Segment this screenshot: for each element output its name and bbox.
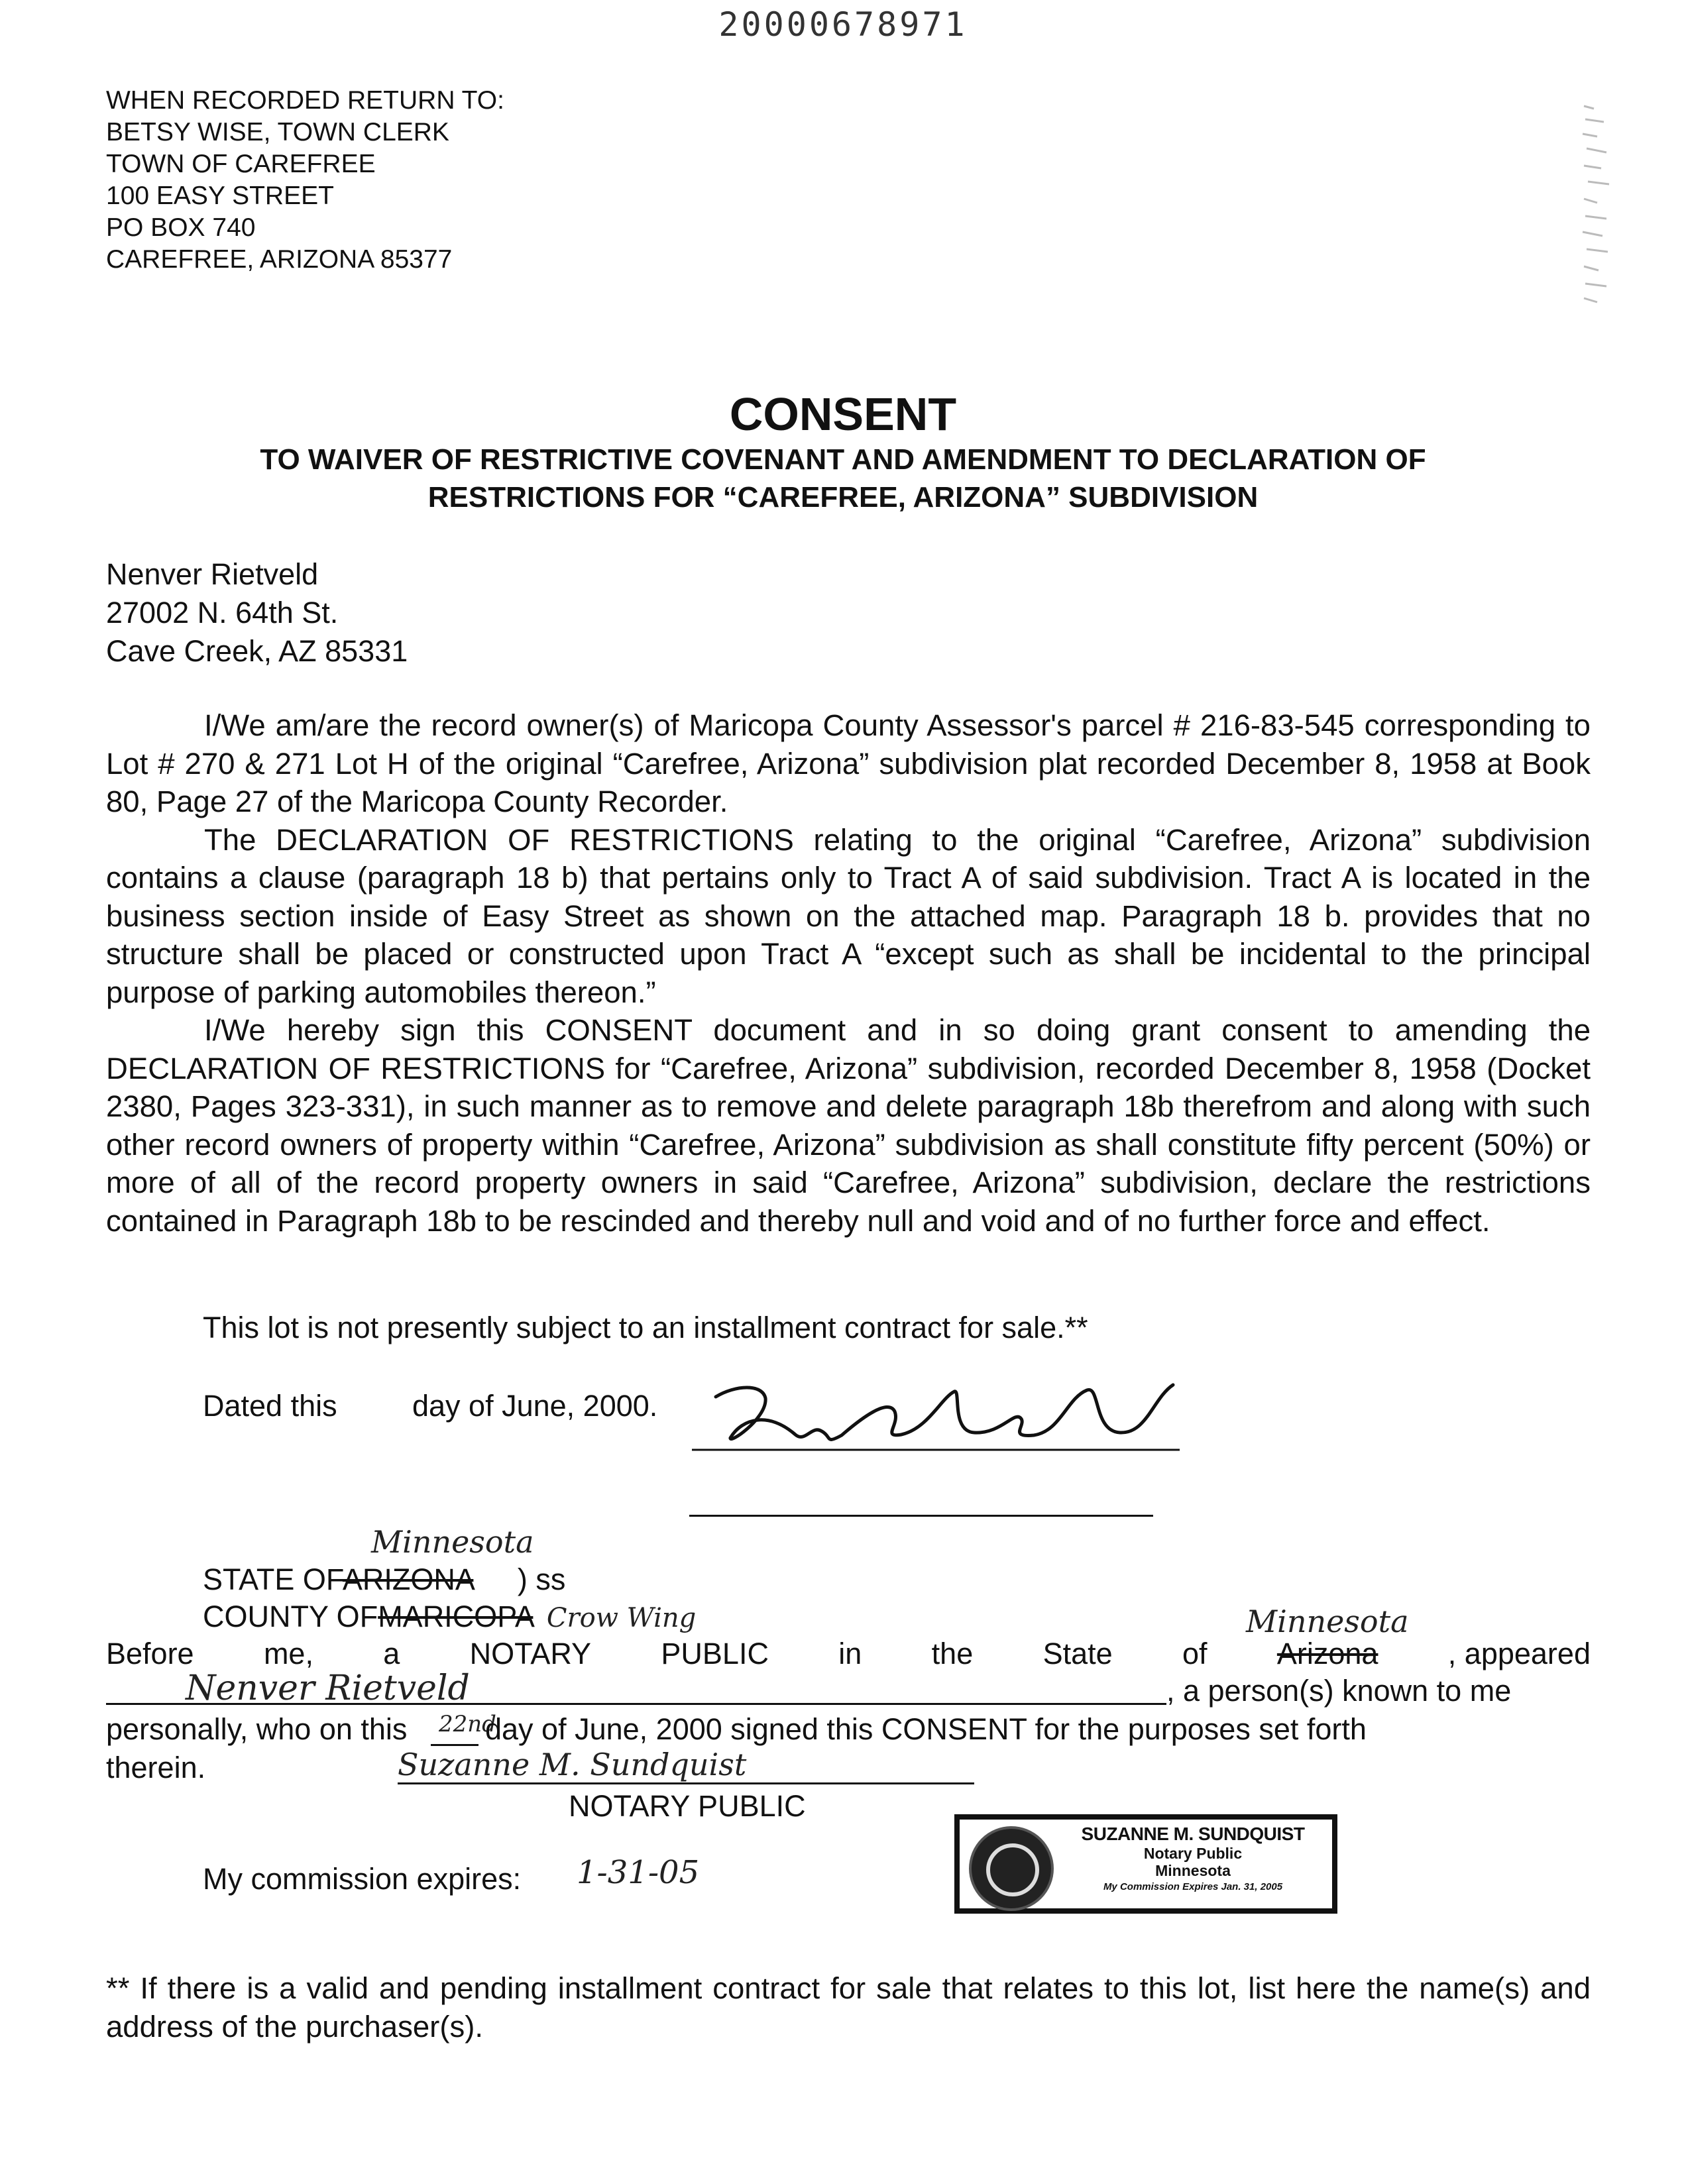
word: in xyxy=(838,1637,862,1670)
word: of xyxy=(1182,1637,1208,1670)
commission-label: My commission expires: xyxy=(203,1862,522,1896)
word: State xyxy=(1042,1637,1113,1670)
state-line xyxy=(203,1562,565,1597)
return-line: 100 EASY STREET xyxy=(106,182,334,210)
document-number: 20000678971 xyxy=(718,5,968,44)
before-me-line xyxy=(106,1637,1591,1671)
state-label: STATE OF xyxy=(203,1562,343,1596)
second-signature-line xyxy=(689,1515,1153,1517)
return-line: CAREFREE, ARIZONA 85377 xyxy=(106,245,453,274)
county-label: COUNTY OF xyxy=(203,1600,378,1633)
stamp-state: Minnesota xyxy=(1155,1862,1231,1879)
state-struck: ARIZONA xyxy=(342,1562,474,1596)
owner-signature xyxy=(689,1372,1193,1458)
paragraph-declaration: The DECLARATION OF RESTRICTIONS relating to the original “Carefree, Arizona” subdivision contains a clause (paragraph 18 b) that pertains only to Tract A of said subdivision. Tract A is located in the business section inside of Easy Street as shown on the attached map. Paragraph 18 b. provides that no structure shall be placed or constructed upon Tract A “except such as shall be incidental to the principal purpose of parking automobiles thereon.” xyxy=(106,822,1591,1009)
dated-label: Dated this xyxy=(203,1389,337,1423)
state2-struck: Arizona xyxy=(1276,1637,1378,1670)
document-title: CONSENT xyxy=(729,388,957,440)
county-struck: MARICOPA xyxy=(378,1600,534,1633)
stamp-text xyxy=(1059,1824,1327,1895)
known-text: , a person(s) known to me xyxy=(1166,1674,1512,1708)
word: me, xyxy=(263,1637,313,1670)
return-heading: WHEN RECORDED RETURN TO: xyxy=(106,86,504,115)
county-handwritten: Crow Wing xyxy=(546,1603,697,1633)
owner-address xyxy=(106,555,408,671)
installment-note: This lot is not presently subject to an installment contract for sale.** xyxy=(203,1311,1088,1344)
consent-body xyxy=(106,706,1591,1240)
paragraph-consent: I/We hereby sign this CONSENT document and in so doing grant consent to amending the DECLARATION OF RESTRICTIONS for “Carefree, Arizona” subdivision, recorded December 8, 1958 (Docket 2380, Pages 323-331), in such manner as to remove and delete paragraph 18b therefrom and along with such other record owners of property within “Carefree, Arizona” subdivision as shall constitute fifty percent (50%) or more of all of the record property owners in said “Carefree, Arizona” subdivision, declare the restrictions contained in Paragraph 18b to be rescinded and thereby null and void and of no further force and effect. xyxy=(106,1013,1591,1238)
return-address-block xyxy=(106,85,504,276)
document-subtitle xyxy=(0,441,1686,516)
notary-public-label: NOTARY PUBLIC xyxy=(569,1789,806,1823)
stamp-name: SUZANNE M. SUNDQUIST xyxy=(1081,1824,1305,1844)
word: Before xyxy=(106,1637,194,1670)
person-handwritten: Nenver Rietveld xyxy=(186,1668,470,1708)
subtitle-line: RESTRICTIONS FOR “CAREFREE, ARIZONA” SUBDIVISION xyxy=(427,481,1259,514)
stamp-title: Notary Public xyxy=(1143,1845,1243,1862)
notary-seal-icon xyxy=(969,1826,1054,1911)
owner-city: Cave Creek, AZ 85331 xyxy=(106,634,408,668)
recorder-side-stamp xyxy=(1577,99,1617,311)
stamp-expires: My Commission Expires Jan. 31, 2005 xyxy=(1103,1881,1283,1892)
return-line: BETSY WISE, TOWN CLERK xyxy=(106,118,449,146)
owner-street: 27002 N. 64th St. xyxy=(106,596,339,629)
paragraph-ownership: I/We am/are the record owner(s) of Maricopa County Assessor's parcel # 216-83-545 corresponding to Lot # 270 & 271 Lot H of the original “Carefree, Arizona” subdivision plat recorded December 8, 1958 at Book 80, Page 27 of the Maricopa County Recorder. xyxy=(106,708,1591,818)
day-handwritten: 22nd xyxy=(439,1711,496,1737)
subtitle-line: TO WAIVER OF RESTRICTIVE COVENANT AND AMENDMENT TO DECLARATION OF xyxy=(260,443,1426,476)
return-line: TOWN OF CAREFREE xyxy=(106,150,376,178)
svg-text:Nenver Rietveld: Nenver Rietveld xyxy=(941,1417,952,1419)
notary-signature-line xyxy=(398,1782,974,1784)
notary-stamp xyxy=(954,1814,1337,1914)
ss-label: ) ss xyxy=(517,1562,566,1596)
appeared: , appeared xyxy=(1447,1637,1591,1670)
owner-name: Nenver Rietveld xyxy=(106,557,319,591)
commission-date: 1-31-05 xyxy=(577,1854,700,1891)
county-line xyxy=(203,1600,696,1634)
word: a xyxy=(383,1637,400,1670)
word: PUBLIC xyxy=(661,1637,769,1670)
state2-handwritten: Minnesota xyxy=(1246,1604,1409,1639)
state-handwritten: Minnesota xyxy=(371,1524,534,1560)
return-line: PO BOX 740 xyxy=(106,213,256,242)
personally-rest: day of June, 2000 signed this CONSENT for the purposes set forth xyxy=(485,1712,1367,1746)
word: NOTARY xyxy=(469,1637,592,1670)
notary-signature: Suzanne M. Sundquist xyxy=(398,1747,747,1782)
word: the xyxy=(931,1637,974,1670)
dated-rest: day of June, 2000. xyxy=(412,1389,658,1423)
therein: therein. xyxy=(106,1751,206,1784)
day-underline xyxy=(431,1744,478,1746)
personally-text: personally, who on this xyxy=(106,1712,408,1746)
footnote: ** If there is a valid and pending installment contract for sale that relates to this lot, list here the name(s) and address of the purchaser(s). xyxy=(106,1971,1591,2044)
